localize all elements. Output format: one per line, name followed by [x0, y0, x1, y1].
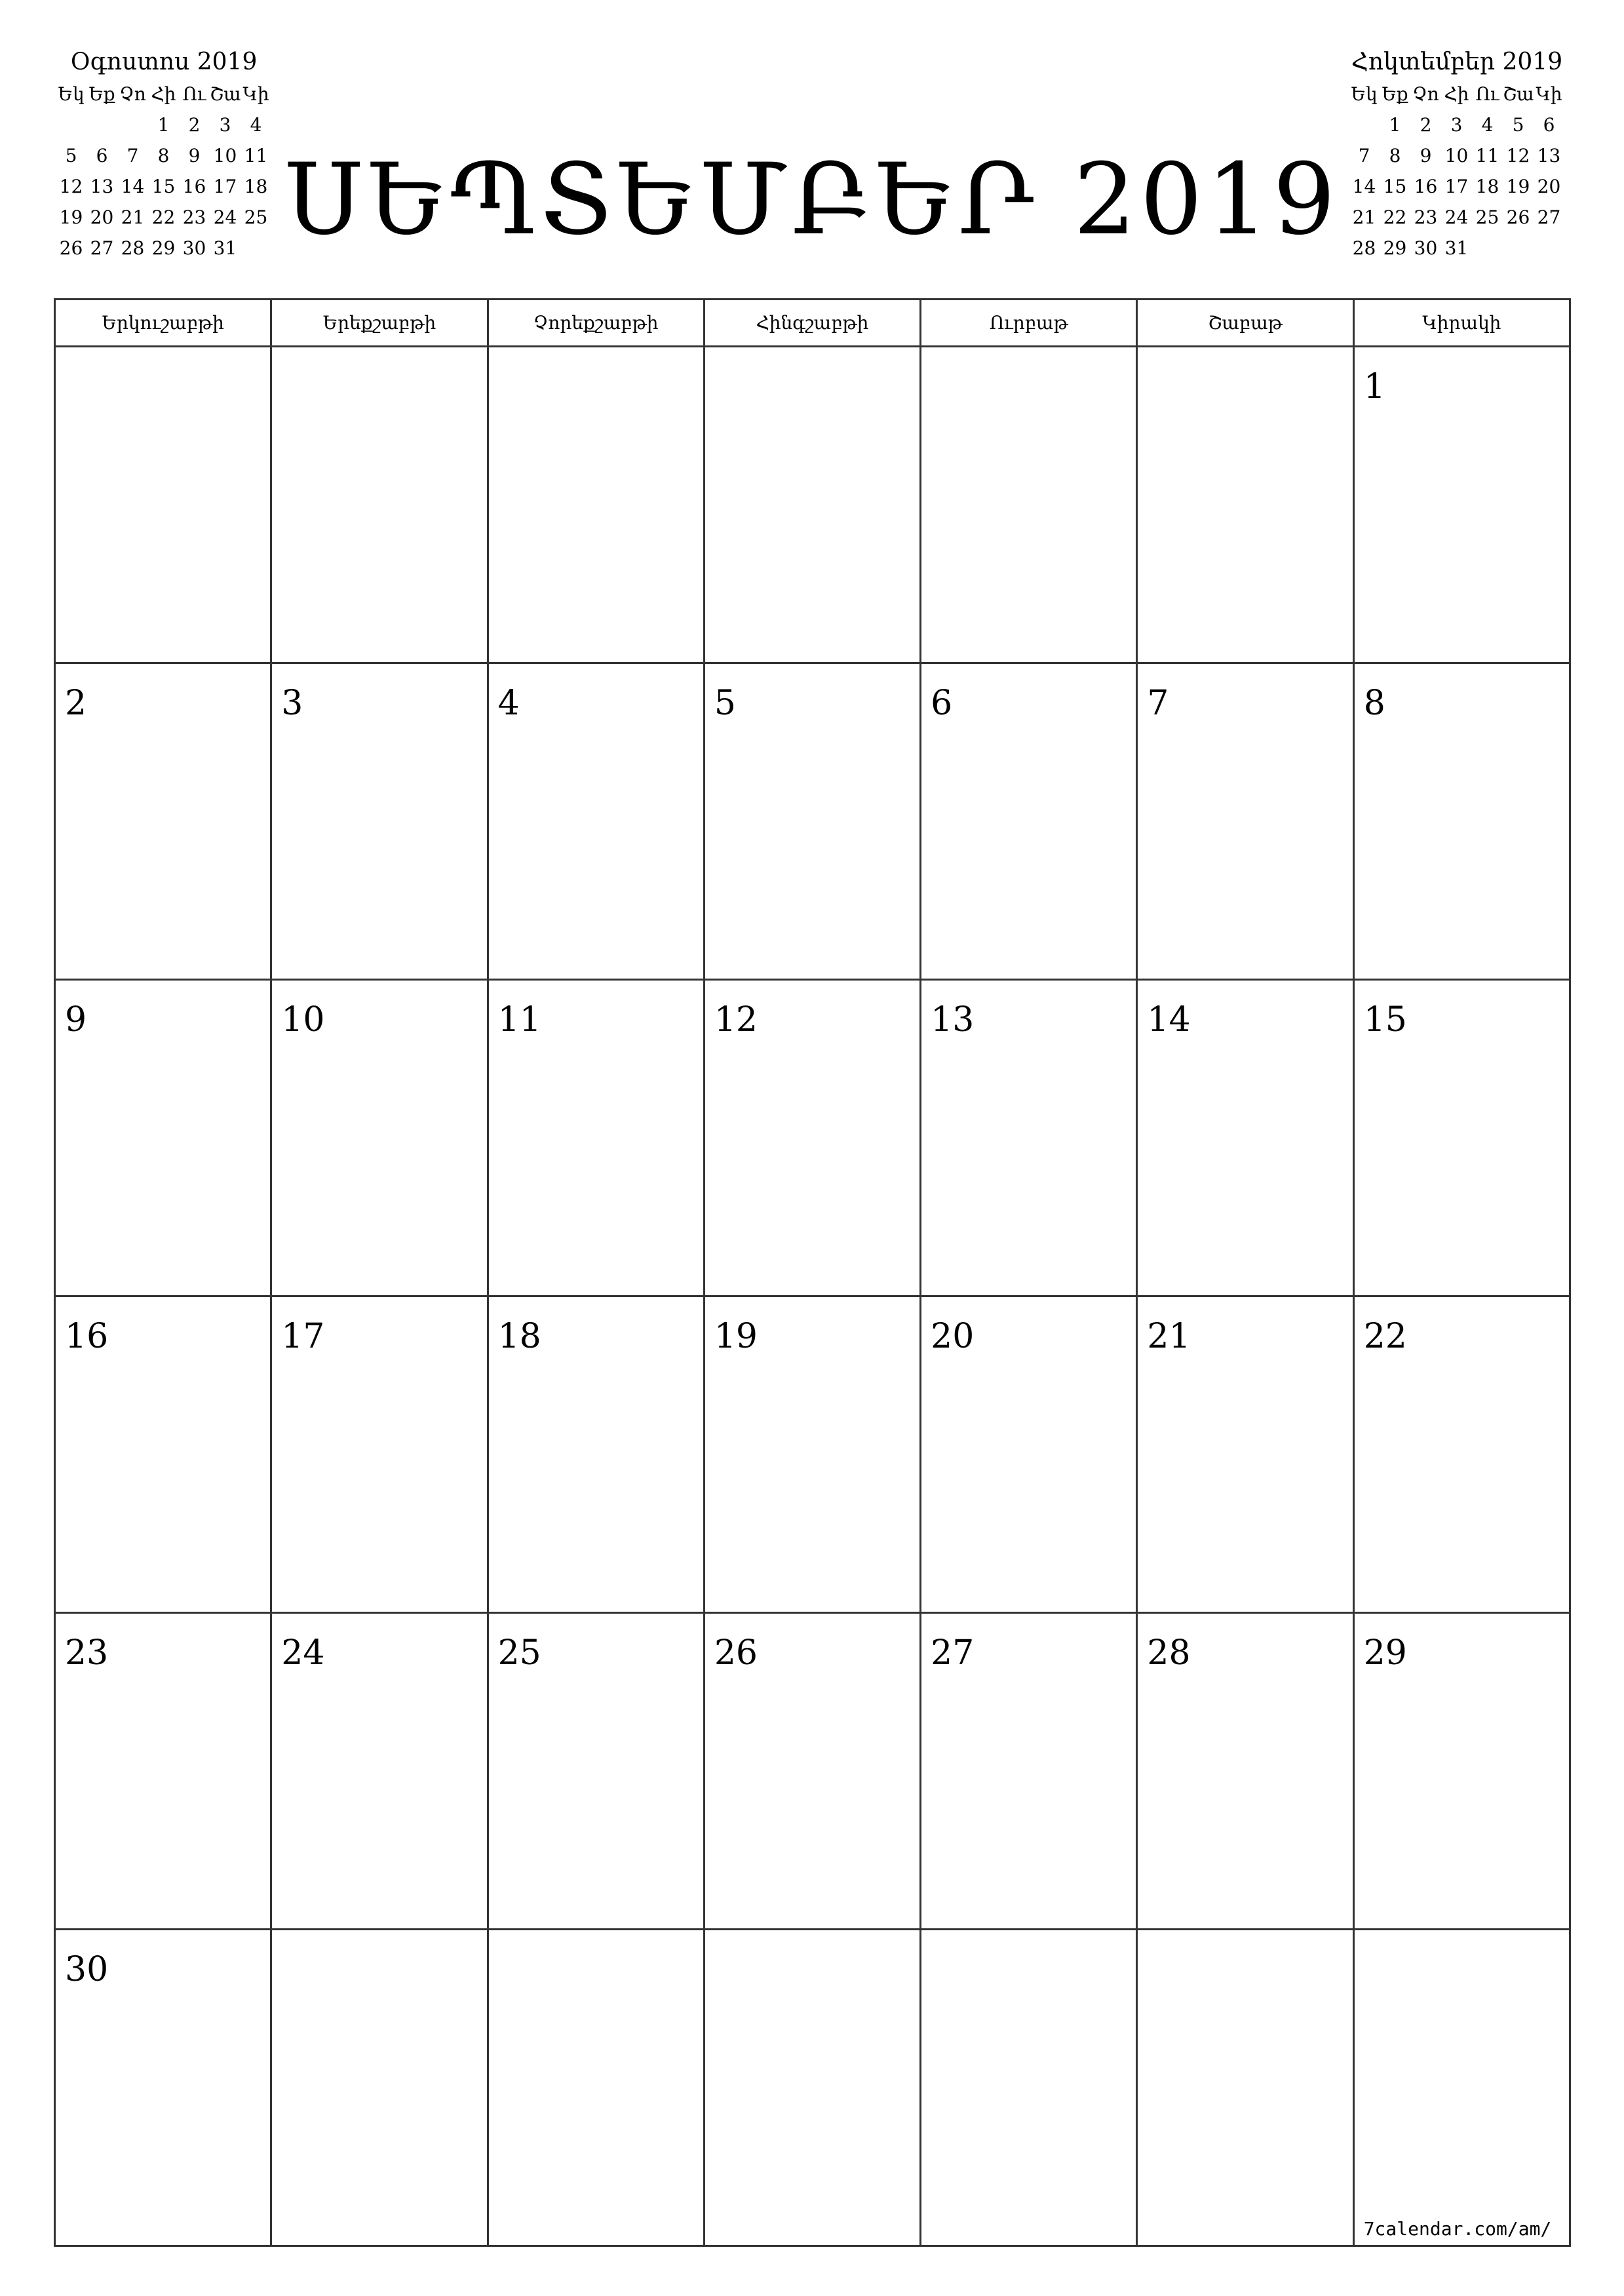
day-cell [1355, 664, 1571, 981]
prev-month-weekday-label: Ու [182, 83, 206, 105]
day-cell [56, 1930, 272, 2247]
day-cell [272, 1297, 488, 1614]
day-number: 15 [1363, 1000, 1407, 1040]
day-number: 3 [281, 684, 303, 723]
prev-month-day: 13 [90, 176, 114, 197]
day-cell [272, 664, 488, 981]
day-cell [921, 347, 1138, 664]
prev-month-day: 6 [96, 145, 108, 166]
prev-month-weekday-label: Չո [119, 83, 146, 105]
next-month-weekday-label: Հի [1444, 83, 1469, 105]
prev-month-day: 21 [121, 206, 145, 228]
day-cell [1138, 1297, 1354, 1614]
day-cell [272, 981, 488, 1297]
day-cell [272, 1930, 488, 2247]
credit-link[interactable]: 7calendar.com/am/ [1363, 2218, 1552, 2240]
prev-month-day: 16 [182, 176, 206, 197]
prev-month-day: 11 [244, 145, 268, 166]
day-cell [272, 1614, 488, 1930]
next-month-day [1349, 109, 1380, 140]
next-month-day: 22 [1383, 206, 1407, 228]
day-cell [705, 1297, 921, 1614]
prev-month-weekday-label: Եք [88, 83, 115, 105]
next-month-weekday-label: Եկ [1351, 83, 1378, 105]
day-cell [1138, 981, 1354, 1297]
day-number: 26 [714, 1633, 758, 1673]
next-month-day: 10 [1444, 145, 1469, 166]
day-number: 10 [281, 1000, 325, 1040]
next-month-day: 21 [1352, 206, 1376, 228]
day-number: 23 [65, 1633, 109, 1673]
day-number: 18 [497, 1317, 541, 1356]
next-month-day: 6 [1543, 114, 1555, 136]
day-number: 14 [1147, 1000, 1191, 1040]
prev-month-day: 31 [213, 237, 237, 259]
next-month-day: 16 [1414, 176, 1438, 197]
prev-month-day: 9 [188, 145, 201, 166]
next-month-day: 12 [1506, 145, 1530, 166]
prev-month-day: 17 [213, 176, 237, 197]
weekday-header: Ուրբաթ [921, 300, 1138, 347]
next-month-day [1503, 233, 1534, 263]
day-number: 20 [931, 1317, 975, 1356]
day-number: 17 [281, 1317, 325, 1356]
prev-month-day: 7 [126, 145, 139, 166]
day-number: 4 [497, 684, 520, 723]
prev-month-day: 22 [151, 206, 176, 228]
page-title: ՍԵՊՏԵՄԲԵՐ 2019 [284, 143, 1340, 257]
day-cell [921, 1930, 1138, 2247]
next-month-grid [1349, 79, 1565, 263]
day-cell [56, 664, 272, 981]
day-cell [705, 1930, 921, 2247]
next-month-title: Հոկտեմբեր 2019 [1351, 49, 1563, 75]
weekday-header: Չորեքշաբթի [489, 300, 705, 347]
day-number: 5 [714, 684, 736, 723]
day-cell [489, 1614, 705, 1930]
prev-month-day: 20 [90, 206, 114, 228]
day-cell [56, 347, 272, 664]
next-month-day: 27 [1537, 206, 1561, 228]
day-number: 16 [65, 1317, 109, 1356]
day-number: 2 [65, 684, 87, 723]
weekday-header: Կիրակի [1355, 300, 1571, 347]
next-month-day: 8 [1389, 145, 1401, 166]
next-month-day [1534, 233, 1564, 263]
prev-month-weekday-label: Շա [210, 83, 241, 105]
next-month-weekday-label: Ու [1475, 83, 1499, 105]
day-number: 25 [497, 1633, 541, 1673]
day-cell [489, 664, 705, 981]
prev-month-day: 26 [59, 237, 83, 259]
day-cell [272, 347, 488, 664]
day-cell [489, 1297, 705, 1614]
next-month-day: 28 [1352, 237, 1376, 259]
next-month-day: 7 [1358, 145, 1370, 166]
next-month-mini-calendar [1349, 46, 1565, 263]
next-month-day: 4 [1481, 114, 1494, 136]
next-month-day: 14 [1352, 176, 1376, 197]
day-number: 29 [1363, 1633, 1407, 1673]
day-number: 19 [714, 1317, 758, 1356]
prev-month-day: 15 [151, 176, 176, 197]
next-month-weekday-label: Չո [1412, 83, 1439, 105]
next-month-day: 29 [1383, 237, 1407, 259]
weekday-header: Հինգշաբթի [705, 300, 921, 347]
weekday-header: Շաբաթ [1138, 300, 1354, 347]
prev-month-day: 5 [65, 145, 77, 166]
day-cell [1355, 981, 1571, 1297]
day-number: 21 [1147, 1317, 1191, 1356]
prev-month-day: 24 [213, 206, 237, 228]
prev-month-day: 18 [244, 176, 268, 197]
next-month-day: 9 [1420, 145, 1432, 166]
day-cell [1138, 1930, 1354, 2247]
prev-month-day: 3 [219, 114, 231, 136]
prev-month-day: 19 [59, 206, 83, 228]
day-cell [56, 1614, 272, 1930]
day-number: 24 [281, 1633, 325, 1673]
prev-month-weekday-label: Կի [242, 83, 269, 105]
prev-month-day: 25 [244, 206, 268, 228]
day-cell [705, 1614, 921, 1930]
prev-month-day: 29 [151, 237, 176, 259]
month-calendar [54, 298, 1571, 2247]
next-month-day: 5 [1512, 114, 1524, 136]
day-number: 1 [1363, 367, 1385, 406]
weekday-header: Երկուշաբթի [56, 300, 272, 347]
day-number: 13 [931, 1000, 975, 1040]
next-month-day: 13 [1537, 145, 1561, 166]
prev-month-day: 23 [182, 206, 206, 228]
day-number: 7 [1147, 684, 1169, 723]
day-cell [489, 981, 705, 1297]
prev-month-day: 8 [157, 145, 170, 166]
prev-month-day: 14 [121, 176, 145, 197]
next-month-day: 18 [1475, 176, 1499, 197]
day-number: 22 [1363, 1317, 1407, 1356]
prev-month-day: 12 [59, 176, 83, 197]
next-month-day: 11 [1475, 145, 1499, 166]
day-number: 8 [1363, 684, 1385, 723]
day-cell [705, 347, 921, 664]
next-month-day: 23 [1414, 206, 1438, 228]
day-number: 12 [714, 1000, 758, 1040]
day-cell [705, 664, 921, 981]
weekday-header-row [56, 300, 1571, 347]
prev-month-day: 30 [182, 237, 206, 259]
next-month-day: 31 [1444, 237, 1469, 259]
next-month-day: 25 [1475, 206, 1499, 228]
next-month-day: 26 [1506, 206, 1530, 228]
day-cell [489, 1930, 705, 2247]
next-month-day: 17 [1444, 176, 1469, 197]
prev-month-day: 10 [213, 145, 237, 166]
calendar-grid [56, 347, 1571, 2247]
next-month-day: 3 [1450, 114, 1463, 136]
day-cell [1138, 347, 1354, 664]
day-cell [56, 1297, 272, 1614]
day-cell [921, 981, 1138, 1297]
day-number: 11 [497, 1000, 541, 1040]
day-cell [1355, 347, 1571, 664]
prev-month-day: 27 [90, 237, 114, 259]
next-month-day: 15 [1383, 176, 1407, 197]
day-number: 30 [65, 1950, 109, 1989]
day-number: 6 [931, 684, 953, 723]
day-cell [1355, 1614, 1571, 1930]
day-cell [1138, 1614, 1354, 1930]
day-number: 27 [931, 1633, 975, 1673]
prev-month-title: Օգոստոս 2019 [70, 49, 258, 75]
day-cell [921, 1614, 1138, 1930]
prev-month-day: 4 [250, 114, 262, 136]
next-month-day: 20 [1537, 176, 1561, 197]
next-month-weekday-label: Շա [1503, 83, 1534, 105]
day-cell [489, 347, 705, 664]
prev-month-day: 28 [121, 237, 145, 259]
day-number: 28 [1147, 1633, 1191, 1673]
day-cell [1355, 1930, 1571, 2247]
day-cell [921, 1297, 1138, 1614]
day-cell [1355, 1297, 1571, 1614]
prev-month-weekday-label: Հի [151, 83, 176, 105]
next-month-day: 1 [1389, 114, 1401, 136]
next-month-day: 19 [1506, 176, 1530, 197]
next-month-day: 30 [1414, 237, 1438, 259]
prev-month-day: 2 [188, 114, 201, 136]
day-cell [921, 664, 1138, 981]
prev-month-day: 1 [157, 114, 170, 136]
weekday-header: Երեքշաբթի [272, 300, 488, 347]
next-month-day [1472, 233, 1503, 263]
day-cell [705, 981, 921, 1297]
next-month-day: 2 [1420, 114, 1432, 136]
day-cell [56, 981, 272, 1297]
next-month-day: 24 [1444, 206, 1469, 228]
prev-month-weekday-label: Եկ [58, 83, 85, 105]
next-month-weekday-label: Կի [1536, 83, 1562, 105]
day-number: 9 [65, 1000, 87, 1040]
day-cell [1138, 664, 1354, 981]
next-month-weekday-label: Եք [1382, 83, 1408, 105]
